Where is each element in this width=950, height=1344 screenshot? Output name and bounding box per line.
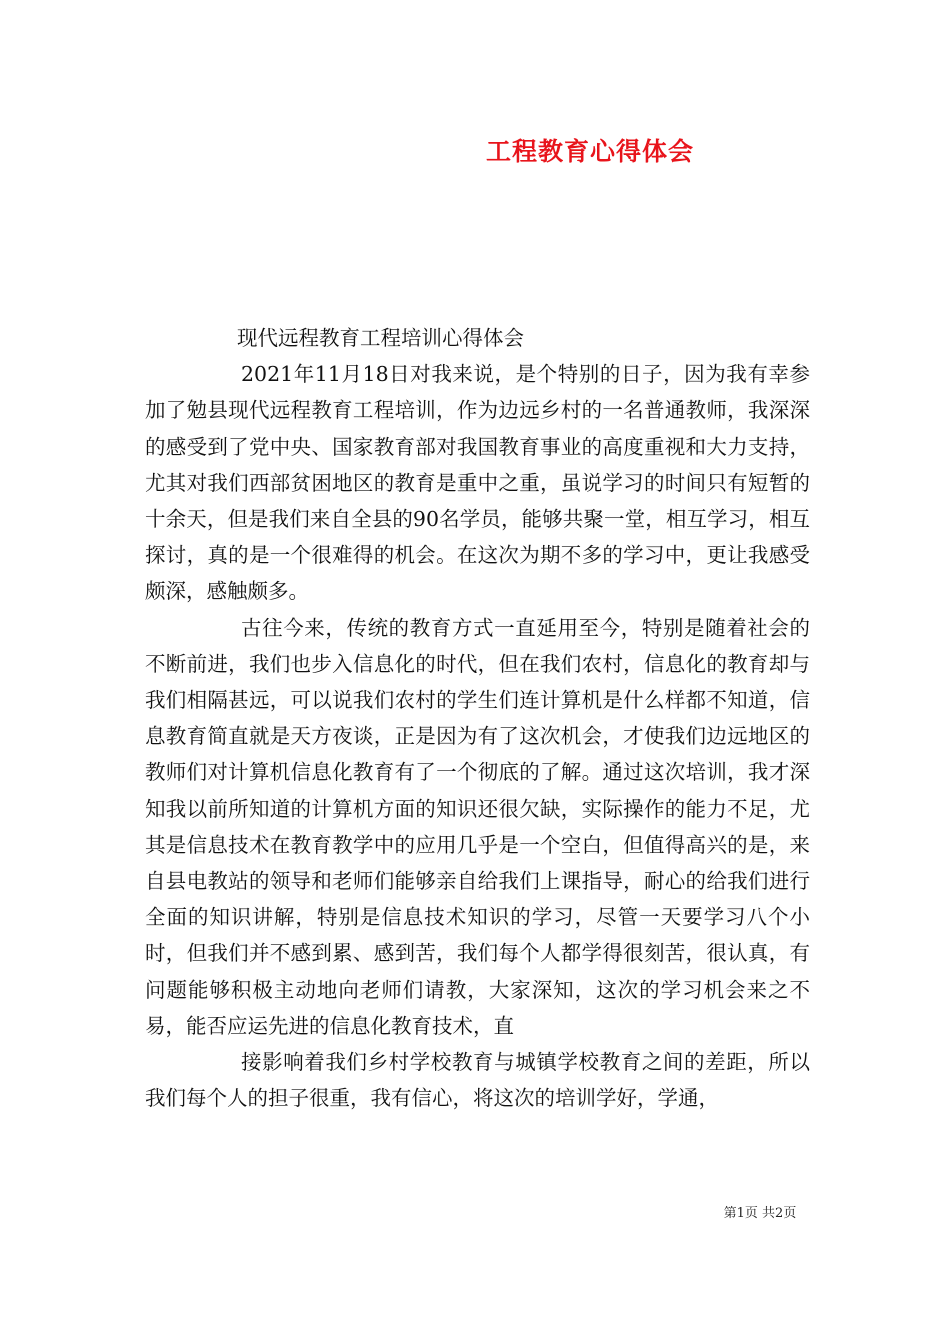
document-subtitle: 现代远程教育工程培训心得体会 <box>237 326 524 350</box>
document-body <box>145 320 810 1116</box>
paragraph: 接影响着我们乡村学校教育与城镇学校教育之间的差距，所以我们每个人的担子很重，我有信心，将这次的培训学好，学通， <box>145 1050 810 1111</box>
paragraph: 古往今来，传统的教育方式一直延用至今，特别是随着社会的不断前进，我们也步入信息化的时代，但在我们农村，信息化的教育却与我们相隔甚远，可以说我们农村的学生们连计算机是什么样都不知道，信息教育简直就是天方夜谈，正是因为有了这次机会，才使我们边远地区的教师们对计算机信息化教育有了一个彻底的了解。通过这次培训，我才深知我以前所知道的计算机方面的知识还很欠缺，实际操作的能力不足，尤其是信息技术在教育教学中的应用几乎是一个空白，但值得高兴的是，来自县电教站的领导和老师们能够亲自给我们上课指导，耐心的给我们进行全面的知识讲解，特别是信息技术知识的学习，尽管一天要学习八个小时，但我们并不感到累、感到苦，我们每个人都学得很刻苦，很认真，有问题能够积极主动地向老师们请教，大家深知，这次的学习机会来之不易，能否应运先进的信息化教育技术，直 <box>145 615 810 1038</box>
paragraph: 2021年11月18日对我来说，是个特别的日子，因为我有幸参加了勉县现代远程教育工程培训，作为边远乡村的一名普通教师，我深深的感受到了党中央、国家教育部对我国教育事业的高度重视和大力支持，尤其对我们西部贫困地区的教育是重中之重，虽说学习的时间只有短暂的十余天，但是我们来自全县的90名学员，能够共聚一堂，相互学习，相互探讨，真的是一个很难得的机会。在这次为期不多的学习中，更让我感受颇深，感触颇多。 <box>145 362 810 604</box>
document-title: 工程教育心得体会 <box>485 137 694 166</box>
page-number-footer: 第1页 共2页 <box>723 1206 797 1221</box>
